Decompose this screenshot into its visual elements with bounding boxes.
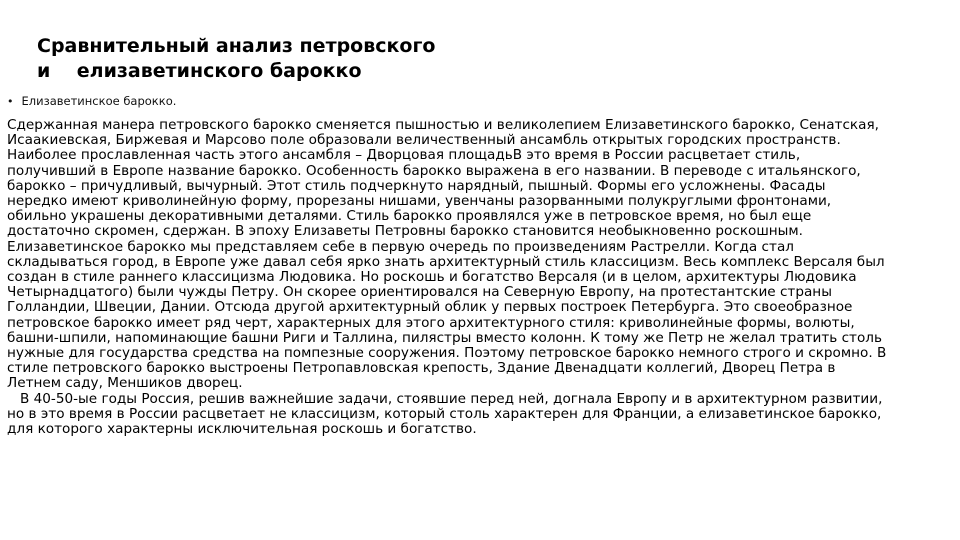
bullet-dot-icon: • [7, 95, 14, 108]
slide-title [37, 34, 435, 84]
bullet-text: Елизаветинское барокко. [21, 94, 177, 108]
slide-title-line-1: Сравнительный анализ петровского [37, 35, 436, 57]
bullet-item [7, 94, 176, 109]
body-paragraph-2: В 40-50-ые годы Россия, решив важнейшие задачи, стоявшие перед ней, догнала Европу и в архитектурном развитии, но в это время в России расцветает не классицизм, который столь характерен для Франции, а елизаветинское барокко, для которого характерны исключительная роскошь и богатство. [7, 390, 887, 438]
slide-title-line-2: и елизаветинского барокко [37, 60, 362, 82]
body-text [7, 118, 887, 437]
body-paragraph-1: Сдержанная манера петровского барокко сменяется пышностью и великолепием Елизаветинского барокко, Сенатская, Исаакиевская, Биржевая и Марсово поле образовали величественный ансамбль открытых городских пространств. Наиболее прославленная часть этого ансамбля – Дворцовая площадьВ это время в России расцветает стиль, получивший в Европе название барокко. Особенность барокко выражена в его названии. В переводе с итальянского, барокко – причудливый, вычурный. Этот стиль подчеркнуто нарядный, пышный. Формы его усложнены. Фасады нередко имеют криволинейную форму, прорезаны нишами, увенчаны разорванными полукруглыми фронтонами, обильно украшены декоративными деталями. Стиль барокко проявлялся уже в петровское время, но был еще достаточно скромен, сдержан. В эпоху Елизаветы Петровны барокко становится необыкновенно роскошным. Елизаветинское барокко мы представляем себе в первую очередь по произведениям Растрелли. Когда стал складываться город, в Европе уже давал себя ярко знать архитектурный стиль классицизм. Весь комплекс Версаля был создан в стиле раннего классицизма Людовика. Но роскошь и богатство Версаля (и в целом, архитектуры Людовика Четырнадцатого) были чужды Петру. Он скорее ориентировался на Северную Европу, на протестантские страны Голландии, Швеции, Дании. Отсюда другой архитектурный облик у первых построек Петербурга. Это своеобразное петровское барокко имеет ряд черт, характерных для этого архитектурного стиля: криволинейные формы, волюты, башни-шпили, напоминающие башни Риги и Таллина, пилястры вместо колонн. К тому же Петр не желал тратить столь нужные для государства средства на помпезные сооружения. Поэтому петровское барокко немного строго и скромно. В стиле петровского барокко выстроены Петропавловская крепость, Здание Двенадцати коллегий, Дворец Петра в Летнем саду, Меншиков дворец. [7, 117, 887, 392]
